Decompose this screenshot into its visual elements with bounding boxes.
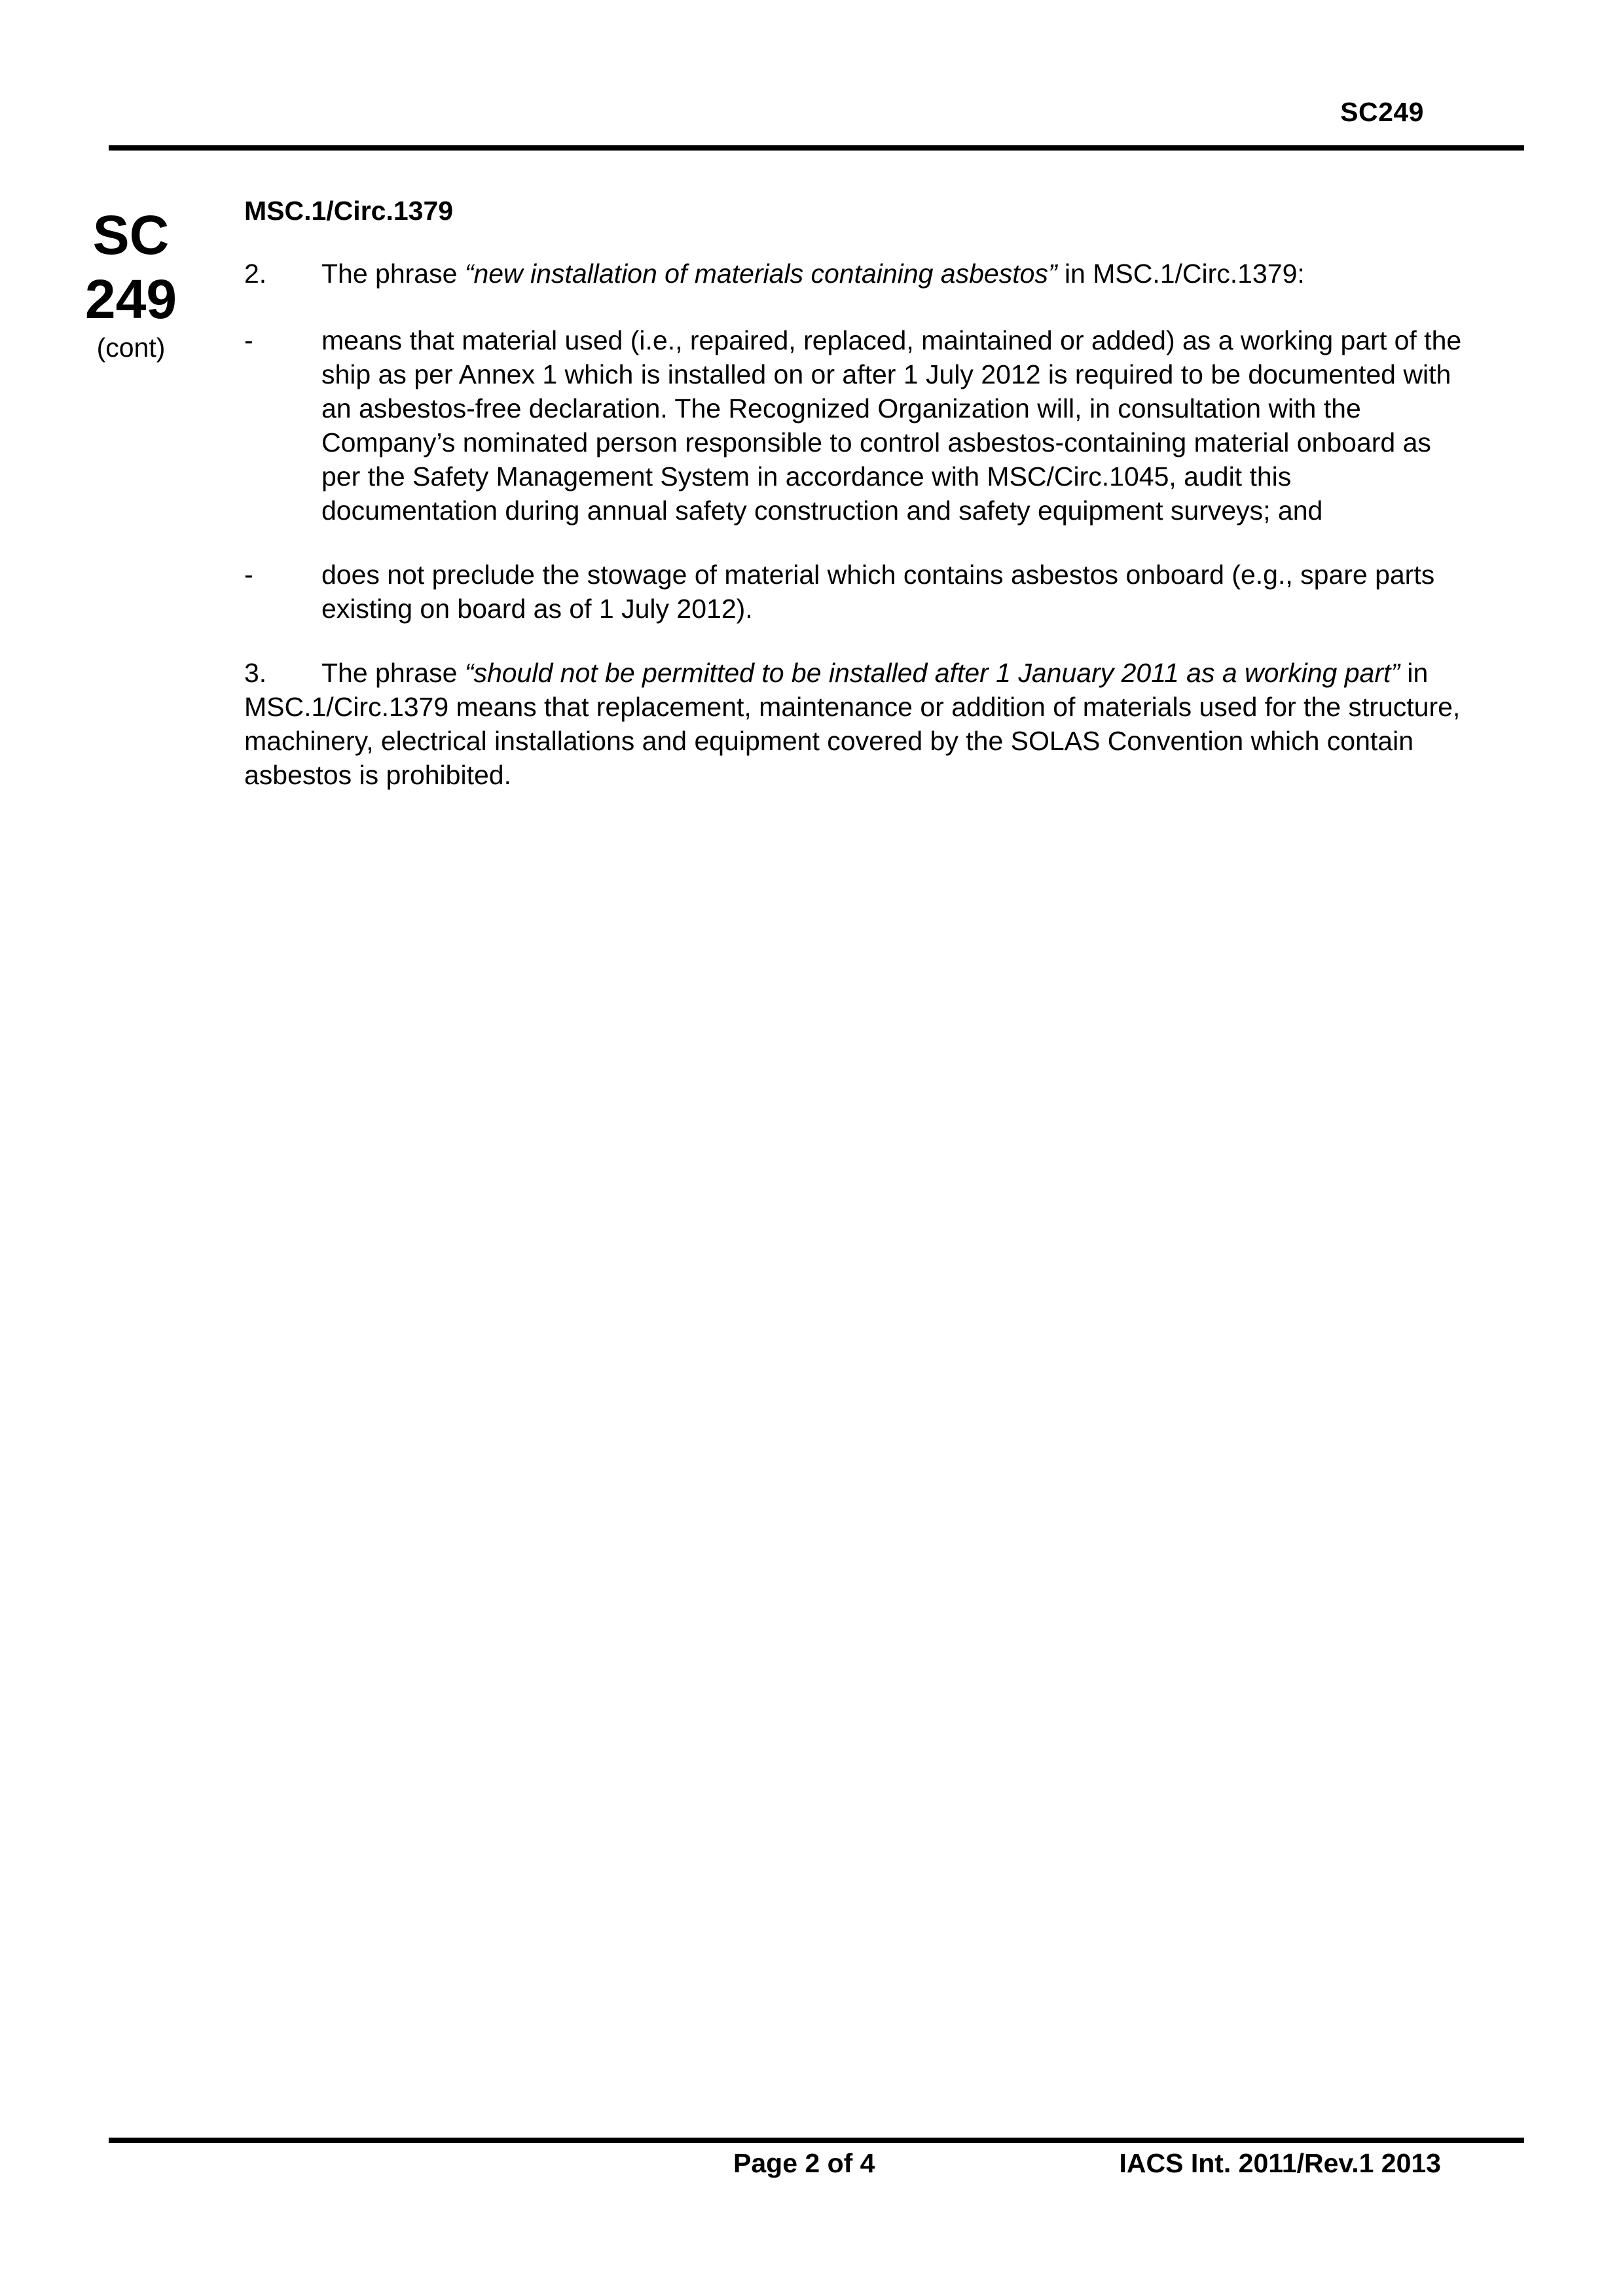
paragraph-2 [244, 257, 1462, 291]
paragraph-2-text-before: The phrase [321, 259, 465, 289]
side-label-number: 249 [84, 268, 177, 330]
bullet-item-2 [244, 558, 1462, 626]
page-number: Page 2 of 4 [733, 2148, 875, 2178]
paragraph-2-number: 2. [244, 259, 267, 289]
footer-rule [109, 2138, 1524, 2143]
paragraph-2-text-after: in MSC.1/Circ.1379: [1057, 259, 1305, 289]
bullet-text: means that material used (i.e., repaired, replaced, maintained or added) as a working part of the ship as per Annex 1 which is installed on or after 1 July 2012 is required to be documented with an asbestos-free declaration. The Recognized Organization will, in consultation with the Company’s nominated person responsible to control asbestos-containing material onboard as per the Safety Management System in accordance with MSC/Circ.1045, audit this documentation during annual safety construction and safety equipment surveys; and [321, 325, 1462, 526]
side-label-sc: SC [92, 204, 170, 266]
document-code: SC249 [1340, 97, 1424, 127]
section-heading: MSC.1/Circ.1379 [244, 196, 454, 226]
side-label-cont: (cont) [96, 332, 166, 363]
document-body [244, 194, 1462, 825]
bullet-item-1 [244, 323, 1462, 528]
paragraph-3-text-before: The phrase [321, 658, 465, 688]
paragraph-3 [244, 656, 1462, 792]
side-label [79, 203, 183, 364]
bullet-marker: - [244, 560, 253, 590]
paragraph-3-text-after: in MSC.1/Circ.1379 means that replacement, maintenance or addition of materials used for the structure, machinery, electrical installations and equipment covered by the SOLAS Convention which contain asbestos is prohibited. [244, 658, 1461, 790]
header-rule [109, 145, 1524, 151]
document-reference: IACS Int. 2011/Rev.1 2013 [1119, 2148, 1441, 2178]
bullet-text: does not preclude the stowage of material which contains asbestos onboard (e.g., spare parts existing on board as of 1 July 2012). [321, 560, 1435, 624]
bullet-marker: - [244, 325, 253, 355]
paragraph-3-number: 3. [244, 658, 267, 688]
paragraph-3-emphasis: “should not be permitted to be installed after 1 January 2011 as a working part” [464, 658, 1400, 688]
paragraph-2-emphasis: “new installation of materials containing asbestos” [464, 259, 1057, 289]
